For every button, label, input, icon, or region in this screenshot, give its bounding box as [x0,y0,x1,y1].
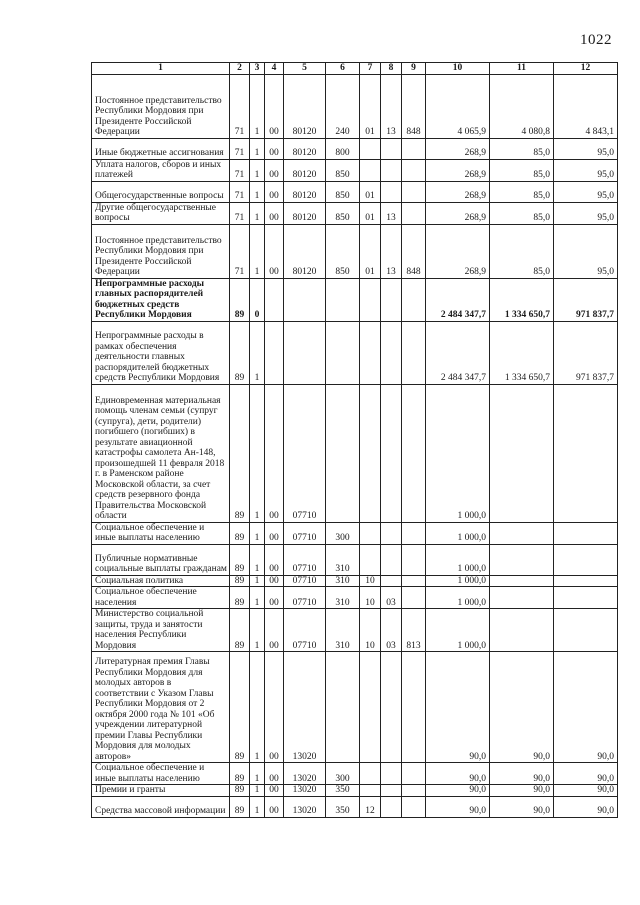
column-header-1: 1 [92,63,230,75]
cell-col-11: 85,0 [490,181,554,202]
cell-col-3: 1 [250,522,265,544]
cell-col-7 [360,785,381,797]
cell-col-10: 268,9 [426,159,490,181]
cell-col-4: 00 [265,796,284,817]
column-header-5: 5 [284,63,326,75]
cell-col-10: 268,9 [426,181,490,202]
cell-col-10: 1 000,0 [426,544,490,575]
cell-col-8 [381,796,402,817]
cell-col-6: 310 [326,587,360,609]
cell-col-5: 13020 [284,796,326,817]
cell-col-7 [360,652,381,763]
cell-col-6: 850 [326,224,360,278]
cell-col-11: 90,0 [490,763,554,785]
column-header-8: 8 [381,63,402,75]
row-name-cell: Другие общегосударственные вопросы [92,202,230,224]
cell-col-6: 240 [326,74,360,138]
cell-col-9 [402,544,426,575]
column-header-2: 2 [230,63,250,75]
cell-col-2: 89 [230,575,250,587]
cell-col-12: 90,0 [554,763,618,785]
cell-col-9 [402,159,426,181]
row-name-cell: Социальная политика [92,575,230,587]
table-row [92,796,618,817]
cell-col-3: 1 [250,652,265,763]
cell-col-5: 13020 [284,652,326,763]
table-row [92,159,618,181]
cell-col-10: 1 000,0 [426,575,490,587]
cell-col-3: 1 [250,587,265,609]
column-header-4: 4 [265,63,284,75]
cell-col-6: 850 [326,202,360,224]
row-name-cell: Средства массовой информации [92,796,230,817]
cell-col-4: 00 [265,785,284,797]
cell-col-6 [326,384,360,522]
cell-col-10: 4 065,9 [426,74,490,138]
cell-col-3: 1 [250,544,265,575]
cell-col-11 [490,575,554,587]
cell-col-5: 80120 [284,74,326,138]
cell-col-9 [402,652,426,763]
cell-col-7 [360,522,381,544]
row-name-cell: Постоянное представительство Республики Мордовия при Президенте Российской Федерации [92,224,230,278]
cell-col-9 [402,575,426,587]
cell-col-4 [265,321,284,384]
cell-col-2: 89 [230,544,250,575]
cell-col-5: 13020 [284,763,326,785]
cell-col-2: 89 [230,384,250,522]
table-row [92,575,618,587]
column-header-9: 9 [402,63,426,75]
cell-col-5: 80120 [284,202,326,224]
cell-col-8 [381,575,402,587]
cell-col-9 [402,278,426,321]
table-row [92,522,618,544]
cell-col-3: 1 [250,321,265,384]
cell-col-12: 971 837,7 [554,321,618,384]
cell-col-3: 1 [250,159,265,181]
cell-col-6: 310 [326,609,360,652]
cell-col-11 [490,384,554,522]
cell-col-4: 00 [265,138,284,159]
cell-col-11: 1 334 650,7 [490,321,554,384]
cell-col-3: 1 [250,224,265,278]
cell-col-11: 1 334 650,7 [490,278,554,321]
cell-col-7 [360,138,381,159]
cell-col-12: 95,0 [554,159,618,181]
cell-col-5: 07710 [284,587,326,609]
cell-col-5: 07710 [284,384,326,522]
cell-col-8: 03 [381,609,402,652]
cell-col-4: 00 [265,74,284,138]
cell-col-9 [402,181,426,202]
row-name-cell: Премии и гранты [92,785,230,797]
cell-col-9 [402,202,426,224]
column-header-12: 12 [554,63,618,75]
cell-col-12 [554,384,618,522]
cell-col-10: 1 000,0 [426,384,490,522]
cell-col-8: 13 [381,202,402,224]
row-name-cell: Единовременная материальная помощь членам семьи (супруг (супруга), дети, родители) погибшего (погибших) в результате авиационной катастрофы самолета Ан-148, произошедшей 11 февраля 2018 г. в Раменском районе Московской области, за счет средств резервного фонда Правительства Московской области [92,384,230,522]
cell-col-9: 848 [402,224,426,278]
cell-col-11: 90,0 [490,652,554,763]
table-row [92,652,618,763]
cell-col-12: 4 843,1 [554,74,618,138]
cell-col-7 [360,159,381,181]
row-name-cell: Социальное обеспечение и иные выплаты населению [92,522,230,544]
cell-col-2: 71 [230,224,250,278]
cell-col-6 [326,321,360,384]
cell-col-9: 813 [402,609,426,652]
table-row [92,138,618,159]
cell-col-12: 971 837,7 [554,278,618,321]
cell-col-7: 10 [360,609,381,652]
table-row [92,609,618,652]
cell-col-8 [381,785,402,797]
cell-col-4: 00 [265,544,284,575]
cell-col-2: 89 [230,278,250,321]
cell-col-12: 95,0 [554,181,618,202]
cell-col-11 [490,587,554,609]
cell-col-7: 01 [360,224,381,278]
cell-col-8 [381,321,402,384]
table-row [92,587,618,609]
cell-col-7: 10 [360,575,381,587]
cell-col-12: 95,0 [554,224,618,278]
cell-col-10: 90,0 [426,785,490,797]
cell-col-11: 90,0 [490,785,554,797]
cell-col-11: 85,0 [490,224,554,278]
cell-col-7: 01 [360,202,381,224]
cell-col-9 [402,796,426,817]
cell-col-8 [381,278,402,321]
cell-col-5: 07710 [284,522,326,544]
cell-col-2: 71 [230,74,250,138]
cell-col-4: 00 [265,181,284,202]
cell-col-4: 00 [265,522,284,544]
row-name-cell: Социальное обеспечение населения [92,587,230,609]
cell-col-4: 00 [265,224,284,278]
cell-col-2: 89 [230,321,250,384]
cell-col-4: 00 [265,159,284,181]
cell-col-12: 90,0 [554,785,618,797]
cell-col-12: 90,0 [554,652,618,763]
cell-col-6 [326,652,360,763]
cell-col-7: 01 [360,181,381,202]
row-name-cell: Постоянное представительство Республики Мордовия при Президенте Российской Федерации [92,74,230,138]
cell-col-10: 268,9 [426,202,490,224]
cell-col-8 [381,522,402,544]
row-name-cell: Литературная премия Главы Республики Мордовия для молодых авторов в соответствии с Указом Главы Республики Мордовия от 2 октября 2000 года № 101 «Об учреждении литературной премии Главы Республики Мордовия для молодых авторов» [92,652,230,763]
cell-col-2: 71 [230,181,250,202]
cell-col-9 [402,587,426,609]
cell-col-2: 89 [230,587,250,609]
cell-col-12: 90,0 [554,796,618,817]
table-row [92,544,618,575]
cell-col-10: 90,0 [426,763,490,785]
row-name-cell: Социальное обеспечение и иные выплаты населению [92,763,230,785]
cell-col-8 [381,181,402,202]
cell-col-10: 2 484 347,7 [426,321,490,384]
row-name-cell: Иные бюджетные ассигнования [92,138,230,159]
cell-col-3: 1 [250,785,265,797]
cell-col-8 [381,652,402,763]
table-row [92,321,618,384]
cell-col-12 [554,609,618,652]
cell-col-10: 90,0 [426,796,490,817]
table-row [92,785,618,797]
cell-col-9 [402,763,426,785]
cell-col-2: 71 [230,159,250,181]
cell-col-12: 95,0 [554,138,618,159]
cell-col-11: 85,0 [490,138,554,159]
cell-col-3: 1 [250,609,265,652]
cell-col-5: 80120 [284,138,326,159]
cell-col-10: 1 000,0 [426,522,490,544]
cell-col-10: 1 000,0 [426,609,490,652]
cell-col-2: 89 [230,785,250,797]
cell-col-2: 89 [230,763,250,785]
cell-col-4: 00 [265,609,284,652]
cell-col-5 [284,321,326,384]
column-header-10: 10 [426,63,490,75]
cell-col-4 [265,278,284,321]
cell-col-11 [490,522,554,544]
cell-col-7 [360,763,381,785]
cell-col-7 [360,278,381,321]
cell-col-10: 268,9 [426,224,490,278]
cell-col-10: 90,0 [426,652,490,763]
cell-col-8: 13 [381,224,402,278]
row-name-cell: Уплата налогов, сборов и иных платежей [92,159,230,181]
cell-col-6: 800 [326,138,360,159]
cell-col-3: 1 [250,796,265,817]
cell-col-12 [554,575,618,587]
cell-col-8 [381,544,402,575]
cell-col-4: 00 [265,384,284,522]
cell-col-8 [381,138,402,159]
cell-col-5 [284,278,326,321]
cell-col-7: 10 [360,587,381,609]
cell-col-3: 1 [250,202,265,224]
cell-col-5: 80120 [284,181,326,202]
cell-col-9 [402,785,426,797]
cell-col-12: 95,0 [554,202,618,224]
cell-col-6: 850 [326,159,360,181]
cell-col-8 [381,384,402,522]
cell-col-2: 89 [230,652,250,763]
row-name-cell: Министерство социальной защиты, труда и занятости населения Республики Мордовия [92,609,230,652]
table-body [92,74,618,817]
row-name-cell: Публичные нормативные социальные выплаты гражданам [92,544,230,575]
cell-col-6: 300 [326,763,360,785]
cell-col-5: 07710 [284,575,326,587]
column-header-11: 11 [490,63,554,75]
cell-col-2: 71 [230,202,250,224]
cell-col-6: 300 [326,522,360,544]
row-name-cell: Общегосударственные вопросы [92,181,230,202]
cell-col-6: 350 [326,785,360,797]
page-number: 1022 [580,32,612,48]
cell-col-2: 89 [230,609,250,652]
cell-col-6: 850 [326,181,360,202]
table-row [92,763,618,785]
cell-col-5: 07710 [284,544,326,575]
table-row [92,384,618,522]
cell-col-6: 350 [326,796,360,817]
cell-col-3: 0 [250,278,265,321]
cell-col-9 [402,384,426,522]
cell-col-6: 310 [326,575,360,587]
cell-col-4: 00 [265,587,284,609]
cell-col-4: 00 [265,575,284,587]
cell-col-11: 4 080,8 [490,74,554,138]
table-row [92,181,618,202]
cell-col-5: 80120 [284,224,326,278]
row-name-cell: Непрограммные расходы в рамках обеспечения деятельности главных распорядителей бюджетных средств Республики Мордовия [92,321,230,384]
cell-col-11: 90,0 [490,796,554,817]
cell-col-5: 80120 [284,159,326,181]
cell-col-3: 1 [250,138,265,159]
cell-col-9 [402,522,426,544]
cell-col-10: 268,9 [426,138,490,159]
cell-col-3: 1 [250,575,265,587]
cell-col-3: 1 [250,181,265,202]
cell-col-8: 03 [381,587,402,609]
cell-col-9 [402,138,426,159]
header-row [92,63,618,75]
cell-col-3: 1 [250,384,265,522]
cell-col-7: 01 [360,74,381,138]
cell-col-3: 1 [250,74,265,138]
cell-col-8 [381,763,402,785]
column-header-7: 7 [360,63,381,75]
cell-col-11: 85,0 [490,202,554,224]
cell-col-11: 85,0 [490,159,554,181]
cell-col-7 [360,384,381,522]
cell-col-12 [554,544,618,575]
cell-col-11 [490,609,554,652]
cell-col-2: 89 [230,796,250,817]
cell-col-7 [360,544,381,575]
cell-col-2: 89 [230,522,250,544]
cell-col-12 [554,522,618,544]
cell-col-10: 2 484 347,7 [426,278,490,321]
cell-col-6: 310 [326,544,360,575]
column-header-3: 3 [250,63,265,75]
budget-table [91,62,618,818]
table-row [92,278,618,321]
cell-col-7: 12 [360,796,381,817]
column-header-6: 6 [326,63,360,75]
cell-col-7 [360,321,381,384]
table-row [92,202,618,224]
table-row [92,224,618,278]
cell-col-9 [402,321,426,384]
cell-col-4: 00 [265,652,284,763]
cell-col-8: 13 [381,74,402,138]
cell-col-6 [326,278,360,321]
cell-col-9: 848 [402,74,426,138]
cell-col-11 [490,544,554,575]
cell-col-8 [381,159,402,181]
row-name-cell: Непрограммные расходы главных распорядителей бюджетных средств Республики Мордовия [92,278,230,321]
table-row [92,74,618,138]
cell-col-2: 71 [230,138,250,159]
cell-col-4: 00 [265,202,284,224]
cell-col-10: 1 000,0 [426,587,490,609]
cell-col-12 [554,587,618,609]
cell-col-5: 13020 [284,785,326,797]
cell-col-4: 00 [265,763,284,785]
cell-col-3: 1 [250,763,265,785]
cell-col-5: 07710 [284,609,326,652]
